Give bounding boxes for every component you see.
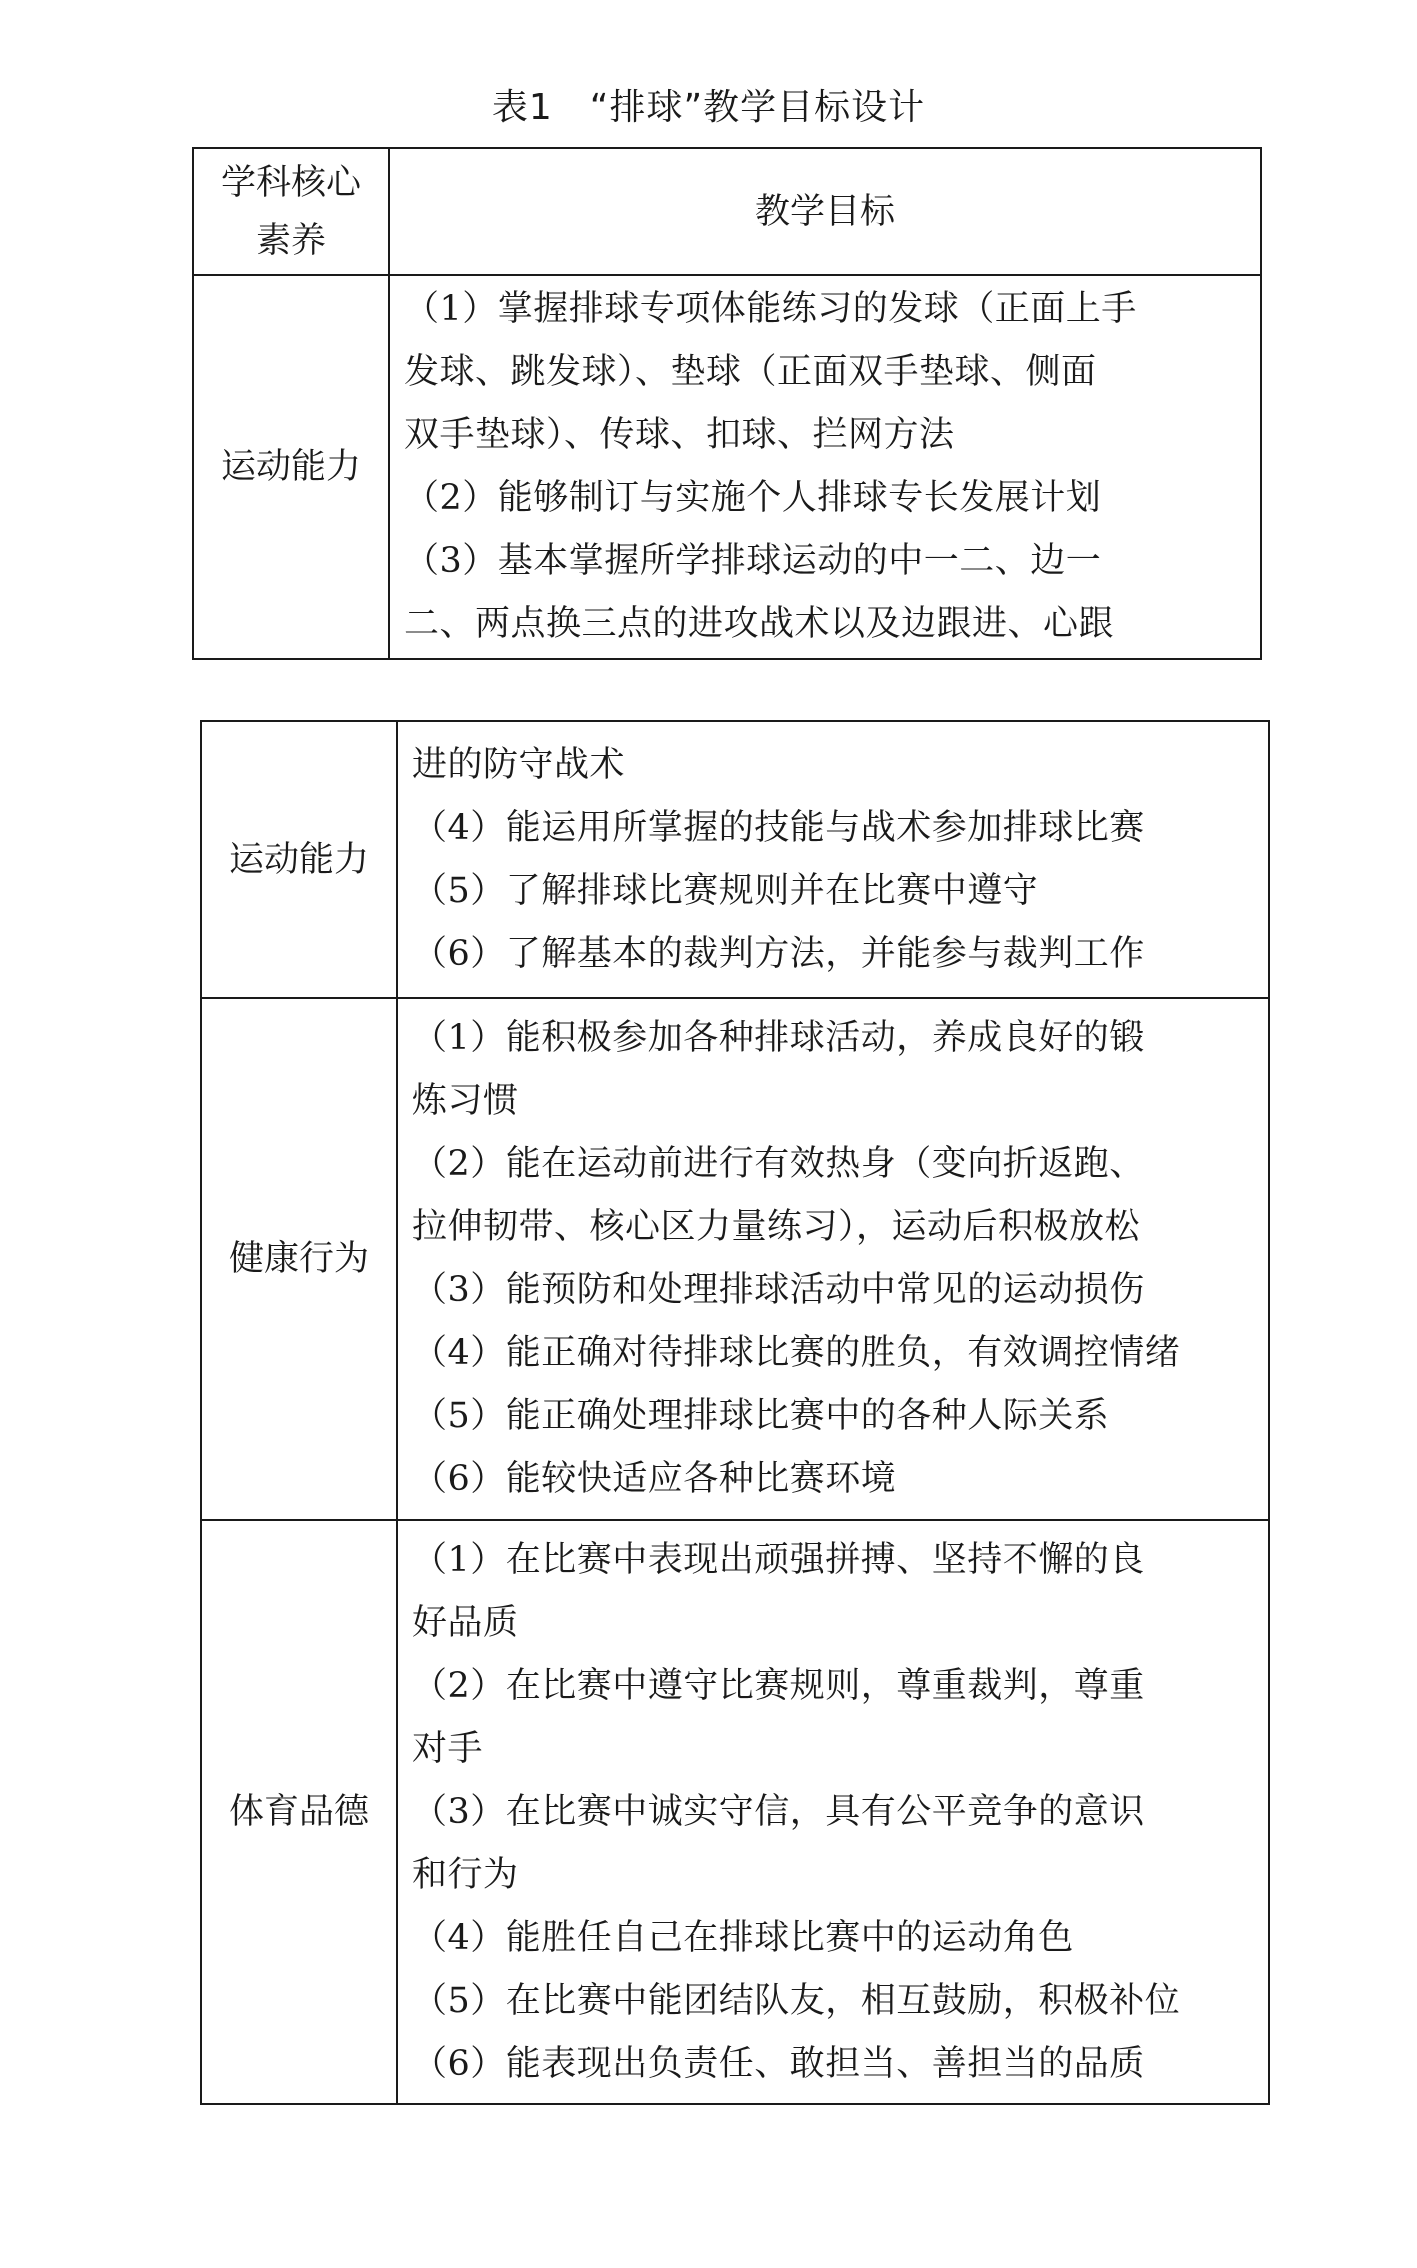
row-goals (397, 721, 1269, 998)
goal-line: 和行为 (412, 1854, 519, 1895)
goals-table-part-2 (200, 720, 1270, 2105)
goal-line: 双手垫球）、传球、扣球、拦网方法 (404, 415, 955, 455)
goal-line: （1）在比赛中表现出顽强拼搏、坚持不懈的良 (412, 1539, 1145, 1580)
goal-line: （2）在比赛中遵守比赛规则，尊重裁判，尊重 (412, 1665, 1145, 1706)
goal-line: 发球、跳发球）、垫球（正面双手垫球、侧面 (404, 352, 1097, 392)
goal-line: （5）能正确处理排球比赛中的各种人际关系 (412, 1396, 1110, 1436)
header-teaching-goals: 教学目标 (389, 148, 1261, 275)
table-row (201, 998, 1269, 1520)
goals-table-part-1 (192, 147, 1262, 660)
row-goals (397, 998, 1269, 1520)
goal-line: 拉伸韧带、核心区力量练习），运动后积极放松 (412, 1207, 1141, 1247)
goal-line: 进的防守战术 (412, 744, 626, 785)
goal-line: 二、两点换三点的进攻战术以及边跟进、心跟 (404, 604, 1115, 644)
goal-line: 对手 (412, 1728, 484, 1769)
header-core-literacy (193, 148, 389, 275)
table-row (193, 275, 1261, 659)
row-label: 体育品德 (201, 1520, 397, 2104)
goal-line: （2）能在运动前进行有效热身（变向折返跑、 (412, 1144, 1145, 1184)
goal-line: （5）了解排球比赛规则并在比赛中遵守 (412, 870, 1039, 911)
goal-line: （3）在比赛中诚实守信，具有公平竞争的意识 (412, 1791, 1145, 1832)
table-row (201, 1520, 1269, 2104)
goal-line: （6）能表现出负责任、敢担当、善担当的品质 (412, 2043, 1145, 2084)
goal-line: （4）能正确对待排球比赛的胜负，有效调控情绪 (412, 1333, 1181, 1373)
goal-line: （2）能够制订与实施个人排球专长发展计划 (404, 478, 1102, 518)
goal-line: （5）在比赛中能团结队友，相互鼓励，积极补位 (412, 1980, 1181, 2021)
table-header-row (193, 148, 1261, 275)
row-goals (389, 275, 1261, 659)
goal-line: （1）掌握排球专项体能练习的发球（正面上手 (404, 289, 1137, 329)
goal-line: （4）能运用所掌握的技能与战术参加排球比赛 (412, 807, 1145, 848)
table-caption: 表1 “排球”教学目标设计 (491, 87, 926, 128)
goal-line: 好品质 (412, 1602, 519, 1643)
goal-line: （1）能积极参加各种排球活动，养成良好的锻 (412, 1018, 1145, 1058)
row-label: 健康行为 (201, 998, 397, 1520)
goal-line: 炼习惯 (412, 1081, 519, 1121)
goal-line: （6）能较快适应各种比赛环境 (412, 1459, 897, 1499)
header-core-literacy-line: 素养 (255, 220, 326, 261)
goal-line: （6）了解基本的裁判方法，并能参与裁判工作 (412, 933, 1145, 974)
row-label: 运动能力 (201, 721, 397, 998)
header-core-literacy-line: 学科核心 (220, 162, 361, 203)
row-goals (397, 1520, 1269, 2104)
table-row (201, 721, 1269, 998)
goal-line: （3）能预防和处理排球活动中常见的运动损伤 (412, 1270, 1145, 1310)
goal-line: （4）能胜任自己在排球比赛中的运动角色 (412, 1917, 1074, 1958)
row-label: 运动能力 (193, 275, 389, 659)
goal-line: （3）基本掌握所学排球运动的中一二、边一 (404, 541, 1102, 581)
